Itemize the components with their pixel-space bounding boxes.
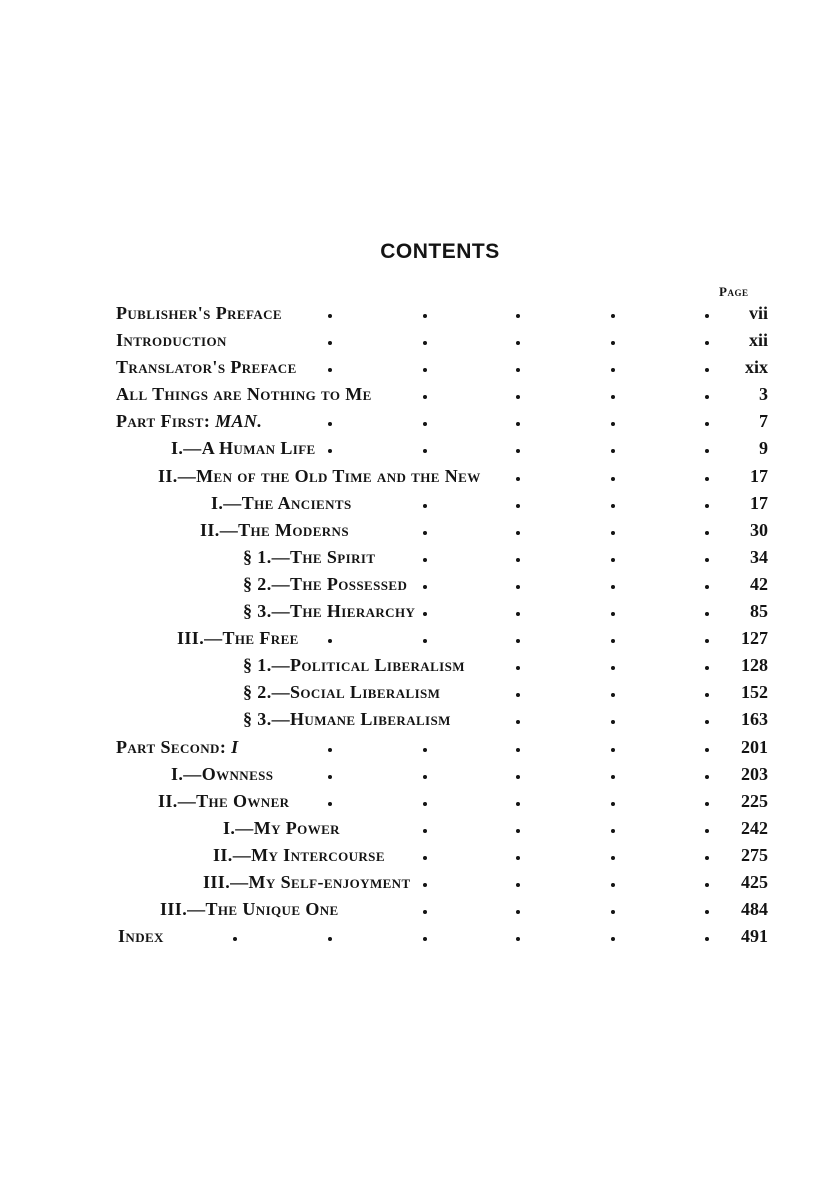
leader-dot <box>516 449 520 453</box>
toc-entry-label-text: Part First: <box>116 411 216 432</box>
leader-dot <box>705 666 709 670</box>
toc-entry-page: 30 <box>750 519 768 540</box>
leader-dot <box>611 802 615 806</box>
leader-dot <box>423 802 427 806</box>
toc-entry[interactable] <box>0 706 840 733</box>
leader-dot <box>328 639 332 643</box>
toc-entry-page: 17 <box>750 465 768 486</box>
leader-dot <box>611 449 615 453</box>
toc-entry[interactable] <box>0 381 840 408</box>
leader-dot <box>611 422 615 426</box>
toc-entry-label: § 2.—Social Liberalism <box>243 682 441 703</box>
toc-entry-page: 275 <box>741 844 768 865</box>
toc-entry-page: 225 <box>741 790 768 811</box>
leader-dot <box>705 937 709 941</box>
leader-dot <box>423 585 427 589</box>
toc-entry[interactable] <box>0 490 840 517</box>
toc-entry-page: 34 <box>750 546 768 567</box>
toc-entry-label: III.—The Unique One <box>160 899 339 920</box>
toc-entry-label: II.—Men of the Old Time and the New <box>158 465 481 486</box>
leader-dot <box>705 802 709 806</box>
leader-dot <box>611 775 615 779</box>
toc-entry[interactable] <box>0 869 840 896</box>
toc-entry-page: xix <box>744 357 768 378</box>
leader-dot <box>705 748 709 752</box>
toc-entry-page: 9 <box>759 438 768 459</box>
toc-entry-label-emphasis: I <box>231 736 239 757</box>
leader-dot <box>611 910 615 914</box>
toc-entry-label: Translator's Preface <box>116 357 297 378</box>
toc-entry-page: 491 <box>741 926 768 947</box>
leader-dot <box>611 612 615 616</box>
toc-entry-page: 484 <box>741 899 768 920</box>
toc-entry-page: 242 <box>741 817 768 838</box>
leader-dot <box>423 368 427 372</box>
toc-entry[interactable] <box>0 761 840 788</box>
leader-dot <box>516 829 520 833</box>
leader-dot <box>328 802 332 806</box>
leader-dot <box>423 856 427 860</box>
toc-entry-label <box>116 411 262 432</box>
toc-entry-label: Index <box>118 926 164 947</box>
toc-entry-label: § 3.—Humane Liberalism <box>243 709 451 730</box>
leader-dot <box>611 720 615 724</box>
leader-dot <box>705 504 709 508</box>
leader-dot <box>423 558 427 562</box>
leader-dot <box>705 422 709 426</box>
toc-entry[interactable] <box>0 734 840 761</box>
leader-dot <box>516 477 520 481</box>
leader-dot <box>423 748 427 752</box>
leader-dot <box>516 883 520 887</box>
leader-dot <box>705 449 709 453</box>
leader-dot <box>233 937 237 941</box>
leader-dot <box>611 558 615 562</box>
toc-entry-label-text: Part Second: <box>116 736 232 757</box>
leader-dot <box>705 720 709 724</box>
leader-dot <box>516 720 520 724</box>
toc-entry-page: vii <box>748 303 768 323</box>
toc-entry-page: 127 <box>741 628 768 649</box>
toc-entry-page: 3 <box>759 384 768 405</box>
toc-entry[interactable] <box>0 598 840 625</box>
leader-dot <box>705 856 709 860</box>
leader-dot <box>423 883 427 887</box>
leader-dot <box>705 829 709 833</box>
leader-dot <box>516 368 520 372</box>
toc-entry-page: 163 <box>741 709 768 730</box>
table-of-contents <box>0 300 840 950</box>
leader-dot <box>516 612 520 616</box>
leader-dot <box>705 368 709 372</box>
leader-dot <box>705 639 709 643</box>
leader-dot <box>516 775 520 779</box>
leader-dot <box>705 585 709 589</box>
leader-dot <box>423 937 427 941</box>
leader-dot <box>705 395 709 399</box>
leader-dot <box>611 937 615 941</box>
leader-dot <box>423 449 427 453</box>
toc-entry-label: § 1.—Political Liberalism <box>243 655 465 676</box>
toc-entry[interactable] <box>0 435 840 462</box>
toc-entry-label: II.—My Intercourse <box>213 844 385 865</box>
toc-entry[interactable] <box>0 408 840 435</box>
leader-dot <box>423 395 427 399</box>
leader-dot <box>611 341 615 345</box>
toc-entry-page: 201 <box>741 736 768 757</box>
leader-dot <box>516 341 520 345</box>
leader-dot <box>611 477 615 481</box>
leader-dot <box>328 937 332 941</box>
toc-entry-label: I.—The Ancients <box>211 492 352 513</box>
toc-entry-label: III.—The Free <box>177 628 299 649</box>
leader-dot <box>705 910 709 914</box>
leader-dot <box>423 612 427 616</box>
leader-dot <box>423 422 427 426</box>
leader-dot <box>423 775 427 779</box>
leader-dot <box>328 368 332 372</box>
leader-dot <box>705 693 709 697</box>
leader-dot <box>516 422 520 426</box>
leader-dot <box>423 910 427 914</box>
toc-entry-label: § 3.—The Hierarchy <box>243 601 416 622</box>
toc-entry-page: 85 <box>750 601 768 622</box>
toc-entry-label: I.—A Human Life <box>171 438 316 459</box>
toc-entry-page: xii <box>748 330 768 351</box>
leader-dot <box>423 504 427 508</box>
leader-dot <box>516 748 520 752</box>
leader-dot <box>328 422 332 426</box>
leader-dot <box>516 558 520 562</box>
leader-dot <box>328 449 332 453</box>
toc-entry-page: 425 <box>741 871 768 892</box>
leader-dot <box>611 748 615 752</box>
leader-dot <box>705 883 709 887</box>
leader-dot <box>705 477 709 481</box>
leader-dot <box>611 693 615 697</box>
toc-entry-label: § 2.—The Possessed <box>243 573 408 594</box>
leader-dot <box>423 829 427 833</box>
toc-entry-label: III.—My Self-enjoyment <box>203 871 411 892</box>
toc-entry-label: I.—My Power <box>223 817 340 838</box>
toc-entry-label: I.—Ownness <box>171 763 274 784</box>
page-column-label: Page <box>719 284 749 299</box>
leader-dot <box>611 585 615 589</box>
leader-dot <box>611 395 615 399</box>
toc-entry[interactable] <box>0 354 840 381</box>
leader-dot <box>611 666 615 670</box>
leader-dot <box>611 883 615 887</box>
leader-dot <box>516 395 520 399</box>
toc-entry-label-emphasis: MAN. <box>215 411 263 432</box>
leader-dot <box>328 748 332 752</box>
toc-entry[interactable] <box>0 896 840 923</box>
leader-dot <box>516 693 520 697</box>
leader-dot <box>705 558 709 562</box>
toc-entry[interactable] <box>0 625 840 652</box>
leader-dot <box>611 368 615 372</box>
leader-dot <box>516 666 520 670</box>
leader-dot <box>423 341 427 345</box>
toc-entry[interactable] <box>0 923 840 950</box>
toc-entry-label: Publisher's Preface <box>116 303 282 323</box>
toc-entry[interactable] <box>0 544 840 571</box>
toc-entry-label: II.—The Moderns <box>200 519 349 540</box>
toc-entry[interactable] <box>0 571 840 598</box>
toc-entry-label: II.—The Owner <box>158 790 290 811</box>
leader-dot <box>705 531 709 535</box>
leader-dot <box>516 856 520 860</box>
toc-entry[interactable] <box>0 679 840 706</box>
leader-dot <box>328 341 332 345</box>
leader-dot <box>611 639 615 643</box>
leader-dot <box>328 775 332 779</box>
toc-entry-label <box>116 737 239 758</box>
toc-entry[interactable] <box>0 463 840 490</box>
toc-entry-page: 128 <box>741 655 768 676</box>
leader-dot <box>516 504 520 508</box>
toc-entry[interactable] <box>0 517 840 544</box>
leader-dot <box>516 314 520 318</box>
toc-entry-page: 152 <box>741 682 768 703</box>
leader-dot <box>611 504 615 508</box>
leader-dot <box>516 910 520 914</box>
toc-entry[interactable] <box>0 652 840 679</box>
leader-dot <box>516 531 520 535</box>
leader-dot <box>516 802 520 806</box>
leader-dot <box>611 531 615 535</box>
leader-dot <box>328 314 332 318</box>
leader-dot <box>705 775 709 779</box>
leader-dot <box>516 639 520 643</box>
toc-entry[interactable] <box>0 842 840 869</box>
leader-dot <box>611 314 615 318</box>
toc-entry-page: 7 <box>759 411 768 432</box>
leader-dot <box>705 612 709 616</box>
leader-dot <box>705 314 709 318</box>
toc-entry-label: Introduction <box>116 330 227 351</box>
leader-dot <box>423 531 427 535</box>
toc-entry-page: 42 <box>750 573 768 594</box>
toc-entry-label: All Things are Nothing to Me <box>116 384 372 405</box>
leader-dot <box>705 341 709 345</box>
toc-entry-page: 17 <box>750 492 768 513</box>
leader-dot <box>516 585 520 589</box>
toc-entry[interactable] <box>0 327 840 354</box>
leader-dot <box>423 314 427 318</box>
leader-dot <box>423 639 427 643</box>
leader-dot <box>611 829 615 833</box>
leader-dot <box>611 856 615 860</box>
toc-entry[interactable] <box>0 300 840 327</box>
toc-entry[interactable] <box>0 815 840 842</box>
toc-entry-page: 203 <box>741 763 768 784</box>
toc-entry-label: § 1.—The Spirit <box>243 546 376 567</box>
page-title: CONTENTS <box>380 240 500 263</box>
toc-entry[interactable] <box>0 788 840 815</box>
leader-dot <box>516 937 520 941</box>
